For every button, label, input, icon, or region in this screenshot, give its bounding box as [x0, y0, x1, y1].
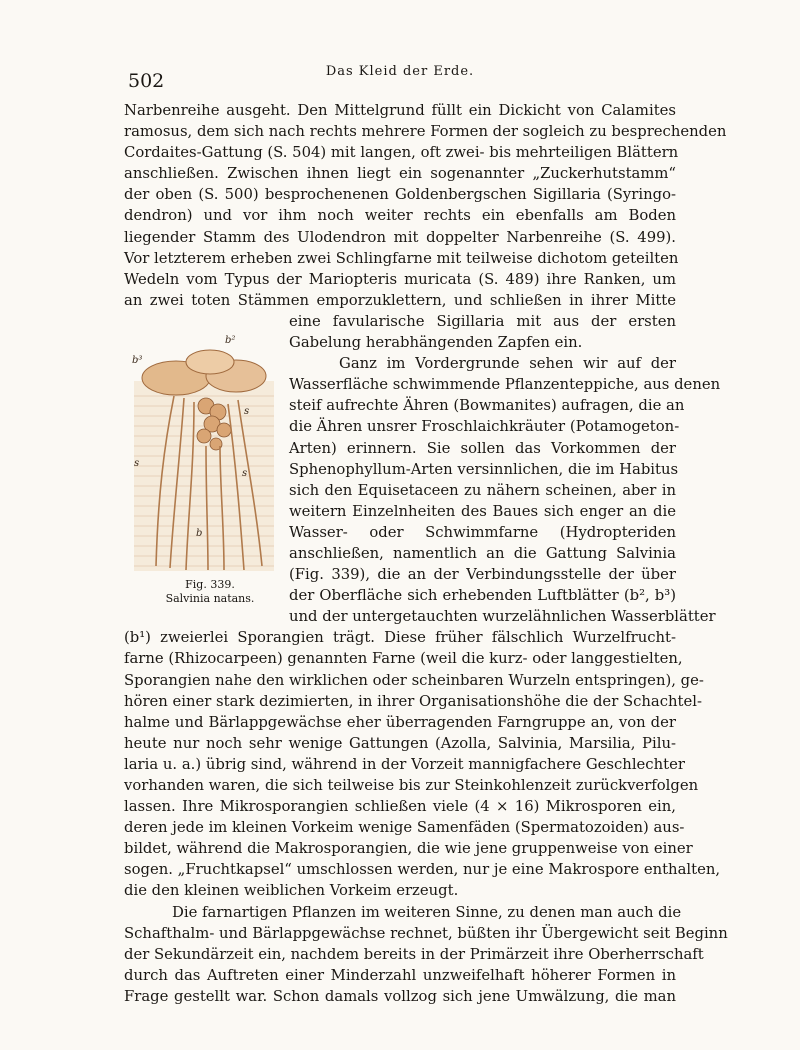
figure-label: s [134, 458, 140, 469]
text-line: die Ähren unsrer Froschlaichkräuter (Potamogeton- [289, 418, 680, 436]
text-line: und der untergetauchten wurzelähnlichen Wasserblätter [289, 608, 716, 626]
text-line: Wedeln vom Typus der Mariopteris muricata (S. 489) ihre Ranken, um [124, 270, 676, 288]
body-text [124, 100, 728, 1007]
text-line: vorhanden waren, die sich teilweise bis zur Steinkohlenzeit zurückverfolgen [124, 777, 699, 794]
text-line: bildet, während die Makrosporangien, die wie jene gruppenweise von einer [124, 840, 693, 858]
text-line: lassen. Ihre Mikrosporangien schließen viele (4 × 16) Mikrosporen ein, [124, 798, 676, 816]
figure-label: s [244, 406, 250, 417]
figure-label: s [242, 468, 248, 479]
text-line: sich den Equisetaceen zu nähern scheinen, aber in [289, 481, 676, 499]
figure-label: b² [225, 335, 236, 346]
text-line: Sphenophyllum-Arten versinnlichen, die im Habitus [289, 460, 679, 478]
text-line: heute nur noch sehr wenige Gattungen (Azolla, Salvinia, Marsilia, Pilu- [124, 734, 676, 752]
page-number: 502 [128, 70, 165, 92]
text-line: Vor letzterem erheben zwei Schlingfarne mit teilweise dichotom geteilten [124, 249, 679, 267]
text-line: Die farnartigen Pflanzen im weiteren Sinne, zu denen man auch die [172, 903, 682, 921]
text-line: hören einer stark dezimierten, in ihrer Organisationshöhe die der Schachtel- [124, 692, 702, 710]
text-line: ramosus, dem sich nach rechts mehrere Formen der sogleich zu besprechenden [124, 123, 727, 141]
text-line: liegender Stamm des Ulodendron mit doppelter Narbenreihe (S. 499). [124, 228, 676, 246]
text-line: dendron) und vor ihm noch weiter rechts ein ebenfalls am Boden [124, 207, 676, 225]
figure-caption-number: Fig. 339. [185, 578, 235, 591]
figure-caption-title: Salvinia natans. [165, 592, 255, 605]
text-line: Ganz im Vordergrunde sehen wir auf der [339, 355, 676, 373]
text-line: (b¹) zweierlei Sporangien trägt. Diese früher fälschlich Wurzelfrucht- [124, 629, 676, 647]
text-line: Arten) erinnern. Sie sollen das Vorkommen der [289, 439, 676, 457]
text-line: Wasserfläche schwimmende Pflanzenteppiche, aus denen [289, 376, 721, 394]
running-head: Das Kleid der Erde. [325, 64, 475, 79]
figure-label: b [196, 528, 203, 539]
text-line: durch das Auftreten einer Minderzahl unzweifelhaft höherer Formen in [124, 966, 676, 984]
text-line: farne (Rhizocarpeen) genannten Farne (weil die kurz- oder langgestielten, [124, 650, 683, 668]
text-line: deren jede im kleinen Vorkeim wenige Samenfäden (Spermatozoiden) aus- [124, 819, 685, 837]
text-line: Sporangien nahe den wirklichen oder scheinbaren Wurzeln entspringen), ge- [124, 671, 704, 689]
text-line: Narbenreihe ausgeht. Den Mittelgrund füllt ein Dickicht von Calamites [124, 102, 676, 119]
text-line: Cordaites-Gattung (S. 504) mit langen, oft zwei- bis mehrteiligen Blättern [124, 144, 679, 162]
text-line: anschließen. Zwischen ihnen liegt ein sogenannter „Zuckerhutstamm“ [124, 165, 676, 183]
text-line: laria u. a.) übrig sind, während in der Vorzeit mannigfachere Geschlechter [124, 755, 685, 773]
text-line: Schafthalm- und Bärlappgewächse rechnet, büßten ihr Übergewicht seit Beginn [124, 924, 728, 942]
text-line: an zwei toten Stämmen emporzuklettern, und schließen in ihrer Mitte [124, 291, 676, 309]
text-line: Gabelung herabhängenden Zapfen ein. [289, 334, 583, 352]
text-line: Wasser- oder Schwimmfarne (Hydropteriden [289, 523, 676, 541]
text-line: die den kleinen weiblichen Vorkeim erzeugt. [124, 882, 459, 900]
text-line: weitern Einzelnheiten des Baues sich enger an die [289, 502, 676, 520]
text-line: der oben (S. 500) besprochenenen Goldenbergschen Sigillaria (Syringo- [124, 186, 676, 204]
text-line: anschließen, namentlich an die Gattung Salvinia [289, 544, 676, 562]
text-line: Frage gestellt war. Schon damals vollzog sich jene Umwälzung, die man [124, 987, 676, 1005]
figure-label: b³ [132, 355, 143, 366]
text-line: halme und Bärlappgewächse eher überragenden Farngruppe an, von der [124, 713, 676, 731]
text-line: (Fig. 339), die an der Verbindungsstelle der über [289, 566, 676, 584]
text-line: der Oberfläche sich erhebenden Luftblätter (b², b³) [289, 587, 676, 605]
text-line: eine favularische Sigillaria mit aus der ersten [289, 312, 676, 330]
text-line: sogen. „Fruchtkapsel“ umschlossen werden, nur je eine Makrospore enthalten, [124, 861, 721, 879]
text-line: der Sekundärzeit ein, nachdem bereits in der Primärzeit ihre Oberherrschaft [124, 945, 704, 963]
text-line: steif aufrechte Ähren (Bowmanites) aufragen, die an [289, 397, 685, 415]
